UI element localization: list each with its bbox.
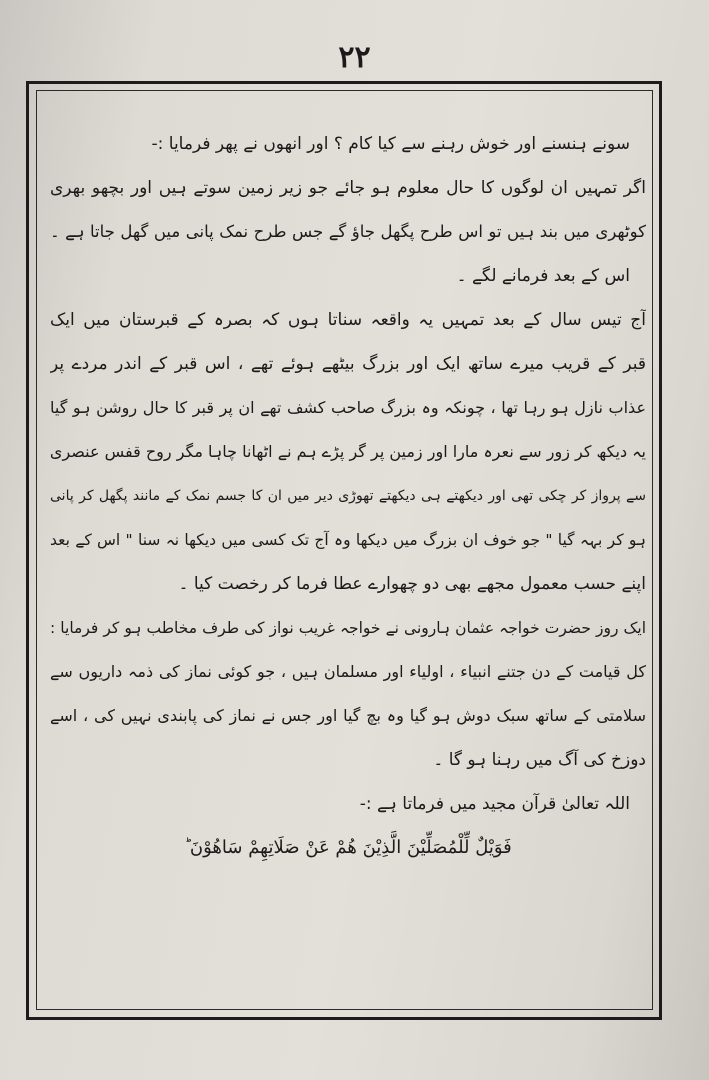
text-line: کوٹھری میں بند ہیں تو اس طرح پگھل جاؤ گے جس طرح نمک پانی میں گھل جاتا ہے ۔ xyxy=(50,222,646,241)
text-line: سلامتی کے ساتھ سبک دوش ہو گیا وہ بچ گیا اور جس نے نماز کی پابندی نہیں کی ، اسے xyxy=(50,706,646,725)
text-line: کل قیامت کے دن جتنے انبیاء ، اولیاء اور مسلمان ہیں ، جو کوئی نماز کی ذمہ داریوں سے xyxy=(50,662,646,681)
text-line: سونے ہنسنے اور خوش رہنے سے کیا کام ؟ اور انھوں نے پھر فرمایا :- xyxy=(151,134,630,154)
text-line: اس کے بعد فرمانے لگے ۔ xyxy=(456,266,630,286)
text-line: اللہ تعالیٰ قرآن مجید میں فرماتا ہے :- xyxy=(359,794,630,814)
text-line: دوزخ کی آگ میں رہنا ہو گا ۔ xyxy=(433,750,646,770)
text-line: ہو کر بہہ گیا " جو خوف ان بزرگ میں دیکھا وہ آج تک کسی میں دیکھا نہ سنا " اس کے بعد xyxy=(50,531,646,549)
page-number: ۲۲ xyxy=(338,40,371,75)
text-line: قبر کے قریب میرے ساتھ ایک اور بزرگ بیٹھے ہوئے تھے ، اس قبر کے اندر مردے پر xyxy=(50,354,646,374)
text-line: سے پرواز کر چکی تھی اور دیکھتے ہی دیکھتے تھوڑی دیر میں ان کا جسم نمک کے مانند پگھل کر پانی xyxy=(50,488,646,504)
text-line: اگر تمہیں ان لوگوں کا حال معلوم ہو جائے جو زیر زمین سوتے ہیں اور بچھو بھری xyxy=(50,178,646,198)
text-line: ایک روز حضرت خواجہ عثمان ہارونی نے خواجہ غریب نواز کی طرف مخاطب ہو کر فرمایا : xyxy=(50,619,646,637)
text-line: یہ دیکھ کر زور سے نعرہ مارا اور زمین پر گر پڑے ہم نے اٹھانا چاہا مگر روح قفس عنصری xyxy=(50,442,646,461)
body-text xyxy=(50,122,646,870)
text-line: عذاب نازل ہو رہا تھا ، چونکہ وہ بزرگ صاحب کشف تھے ان پر قبر کا حال روشن ہو گیا xyxy=(50,398,646,417)
text-line: اپنے حسب معمول مجھے بھی دو چھوارے عطا فرما کر رخصت کیا ۔ xyxy=(178,574,646,594)
quran-verse: فَوَيْلٌ لِّلْمُصَلِّيْنَ الَّذِيْنَ هُمْ عَنْ صَلَاتِهِمْ سَاهُوْنَ ؕ xyxy=(184,837,512,858)
text-line: آج تیس سال کے بعد تمہیں یہ واقعہ سناتا ہوں کہ بصرہ کے قبرستان میں ایک xyxy=(50,310,646,330)
